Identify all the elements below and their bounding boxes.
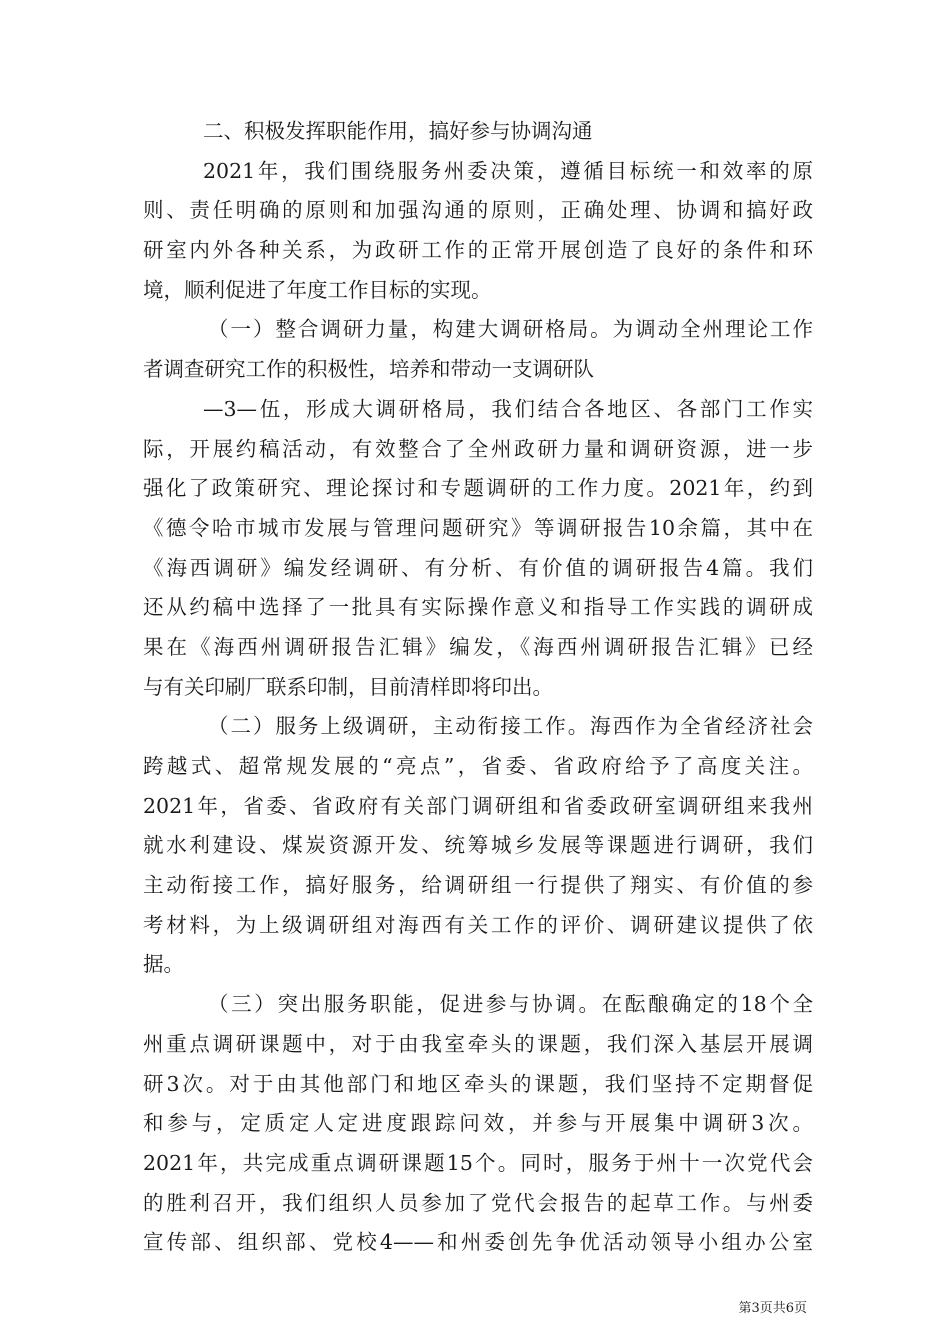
page-number: 第3页共6页 [738, 1301, 807, 1316]
paragraph-line: 2021年，我们围绕服务州委决策，遵循目标统一和效率的原 [203, 158, 813, 183]
paragraph-line: 还从约稿中选择了一批具有实际操作意义和指导工作实践的调研成 [143, 595, 813, 620]
paragraph-line: 和参与，定质定人定进度跟踪问效，并参与开展集中调研3次。 [143, 1111, 813, 1136]
paragraph-line: 《海西调研》编发经调研、有分析、有价值的调研报告4篇。我们 [143, 555, 813, 580]
paragraph-line: 与有关印刷厂联系印制，目前清样即将印出。 [143, 674, 553, 699]
paragraph-line: 研室内外各种关系，为政研工作的正常开展创造了良好的条件和环 [143, 238, 813, 263]
paragraph-line: 跨越式、超常规发展的“亮点”，省委、省政府给予了高度关注。 [143, 754, 813, 778]
paragraph-line: 宣传部、组织部、党校4——和州委创先争优活动领导小组办公室 [143, 1230, 813, 1255]
paragraph-line: 2021年，共完成重点调研课题15个。同时，服务于州十一次党代会 [143, 1150, 813, 1175]
paragraph-line: 《德令哈市城市发展与管理问题研究》等调研报告10余篇，其中在 [143, 515, 813, 540]
paragraph-line: 州重点调研课题中，对于由我室牵头的课题，我们深入基层开展调 [143, 1031, 813, 1056]
paragraph-line: 则、责任明确的原则和加强沟通的原则，正确处理、协调和搞好政 [143, 198, 813, 223]
paragraph-line: 研3次。对于由其他部门和地区牵头的课题，我们坚持不定期督促 [143, 1071, 813, 1096]
paragraph-line: 强化了政策研究、理论探讨和专题调研的工作力度。2021年，约到 [143, 476, 813, 501]
paragraph-line: 据。 [143, 952, 184, 977]
section-heading: 二、积极发挥职能作用，搞好参与协调沟通 [203, 119, 593, 143]
paragraph-line: —3—伍，形成大调研格局，我们结合各地区、各部门工作实 [203, 396, 813, 421]
paragraph-line: 就水利建设、煤炭资源开发、统筹城乡发展等课题进行调研，我们 [143, 833, 813, 858]
paragraph-line: 2021年，省委、省政府有关部门调研组和省委政研室调研组来我州 [143, 793, 813, 818]
paragraph-line: 主动衔接工作，搞好服务，给调研组一行提供了翔实、有价值的参 [143, 873, 813, 898]
paragraph-line: （二）服务上级调研，主动衔接工作。海西作为全省经济社会 [208, 714, 813, 739]
paragraph-line: （一）整合调研力量，构建大调研格局。为调动全州理论工作 [208, 317, 813, 342]
paragraph-line: （三）突出服务职能，促进参与协调。在酝酿确定的18个全 [208, 992, 813, 1017]
document-body [143, 112, 813, 1263]
paragraph-line: 的胜利召开，我们组织人员参加了党代会报告的起草工作。与州委 [143, 1190, 813, 1215]
paragraph-line: 者调查研究工作的积极性，培养和带动一支调研队 [143, 357, 594, 382]
paragraph-line: 际，开展约稿活动，有效整合了全州政研力量和调研资源，进一步 [143, 436, 813, 461]
paragraph-line: 境，顺利促进了年度工作目标的实现。 [143, 277, 492, 302]
paragraph-line: 考材料，为上级调研组对海西有关工作的评价、调研建议提供了依 [143, 912, 813, 937]
paragraph-line: 果在《海西州调研报告汇辑》编发，《海西州调研报告汇辑》已经 [143, 634, 813, 659]
